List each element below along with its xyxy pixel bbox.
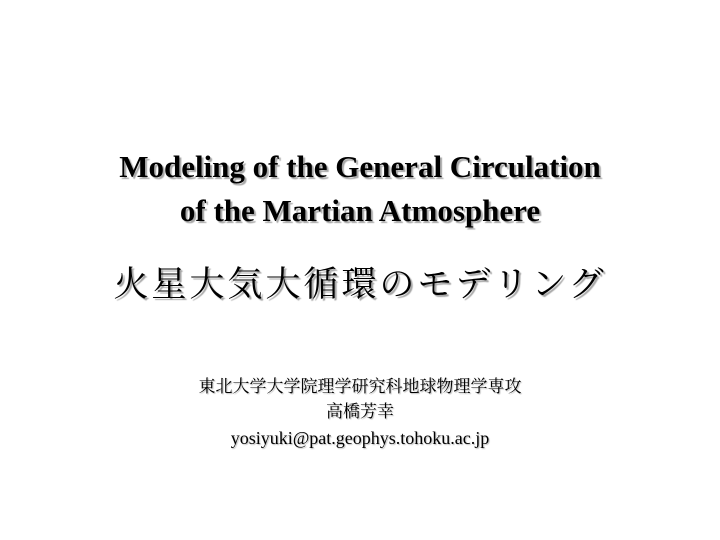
affiliation-author: 高橋芳幸 — [326, 402, 394, 422]
title-line-1: Modeling of the General Circulation — [119, 149, 601, 184]
page-title — [0, 145, 720, 233]
subtitle-japanese: 火星大気大循環のモデリング — [113, 265, 607, 305]
affiliation-block — [0, 375, 720, 451]
affiliation-organization: 東北大学大学院理学研究科地球物理学専攻 — [198, 377, 522, 397]
affiliation-email: yosiyuki@pat.geophys.tohoku.ac.jp — [230, 428, 490, 448]
title-line-2: of the Martian Atmosphere — [179, 193, 541, 228]
